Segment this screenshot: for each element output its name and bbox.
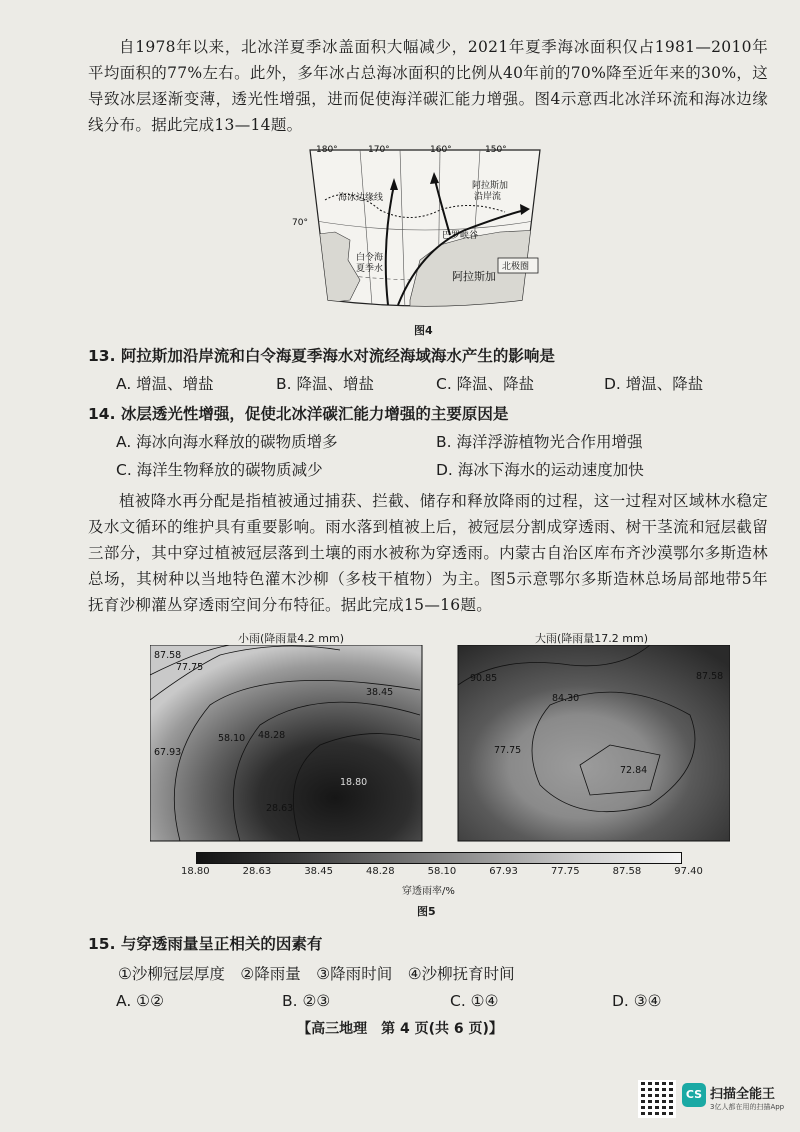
q14-option-d: D. 海冰下海水的运动速度加快 <box>436 461 644 479</box>
q15-option-c: C. ①④ <box>450 992 499 1010</box>
left-contour-label: 67.93 <box>154 747 182 758</box>
figure-4-map <box>290 140 560 320</box>
figure-5-contour-labels <box>150 645 730 845</box>
left-contour-label: 38.45 <box>366 687 394 698</box>
colorbar-tick: 97.40 <box>674 866 703 877</box>
intro-passage-2: 植被降水再分配是指植被通过捕获、拦截、储存和释放降雨的过程，这一过程对区域林水稳定及水文循环的维护具有重要影响。雨水落到植被上后，被冠层分割成穿透雨、树干茎流和冠层截留三部分，其中穿过植被冠层落到土壤的雨水被称为穿透雨。内蒙古自治区库布齐沙漠鄂尔多斯造林总场，其树种以当地特色灌木沙柳（多枝干植物）为主。图5示意鄂尔多斯造林总场局部地带5年抚育沙柳灌丛穿透雨空间分布特征。据此完成15—16题。 <box>88 492 768 614</box>
barrow-canyon-label: 巴罗峡谷 <box>442 231 479 241</box>
figure-4-caption: 图4 <box>414 324 433 337</box>
page-footer: 【高三地理 第 4 页(共 6 页)】 <box>297 1021 503 1037</box>
left-contour-label: 58.10 <box>218 733 246 744</box>
colorbar-tick: 77.75 <box>550 866 580 877</box>
left-contour-label: 48.28 <box>258 730 286 741</box>
q13-option-d: D. 增温、降盐 <box>604 375 704 393</box>
left-contour-label: 87.58 <box>154 650 182 661</box>
lon-label-180: 180° <box>316 145 338 155</box>
colorbar <box>196 852 682 864</box>
colorbar-tick: 28.63 <box>242 866 272 877</box>
right-contour-label: 77.75 <box>494 745 522 756</box>
lon-label-150: 150° <box>485 145 507 155</box>
left-contour-label: 18.80 <box>340 777 368 788</box>
q15-option-b: B. ②③ <box>282 992 331 1010</box>
question-13-stem: 13. 阿拉斯加沿岸流和白令海夏季海水对流经海域海水产生的影响是 <box>88 347 555 365</box>
right-contour-label: 90.85 <box>470 673 498 684</box>
question-15-stem: 15. 与穿透雨量呈正相关的因素有 <box>88 935 323 953</box>
q13-option-c: C. 降温、降盐 <box>436 375 535 393</box>
colorbar-tick: 48.28 <box>365 866 395 877</box>
camscanner-logo: CS <box>682 1083 706 1107</box>
arctic-circle-label: 北极圈 <box>502 262 530 272</box>
q14-option-b: B. 海洋浮游植物光合作用增强 <box>436 433 643 451</box>
right-contour-label: 72.84 <box>620 765 648 776</box>
lat-label-70: 70° <box>292 218 308 228</box>
colorbar-tick: 18.80 <box>181 866 210 877</box>
q15-option-a: A. ①② <box>116 992 164 1010</box>
q15-option-d: D. ③④ <box>612 992 662 1010</box>
q14-option-a: A. 海冰向海水释放的碳物质增多 <box>116 433 338 451</box>
colorbar-label: 穿透雨率/% <box>402 886 455 897</box>
right-contour-label: 87.58 <box>696 671 724 682</box>
left-contour-label: 28.63 <box>266 803 294 814</box>
lon-label-170: 170° <box>368 145 390 155</box>
figure-5-caption: 图5 <box>417 905 436 918</box>
colorbar-tick: 58.10 <box>427 866 457 877</box>
right-chart-title: 大雨(降雨量17.2 mm) <box>535 632 649 645</box>
bering-label-1: 白令海 <box>356 253 384 263</box>
intro-passage-1: 自1978年以来，北冰洋夏季冰盖面积大幅减少，2021年夏季海冰面积仅占1981—2010年平均面积的77%左右。此外，多年冰占总海冰面积的比例从40年前的70%降至近年来的30%，这导致冰层逐渐变薄，透光性增强，进而促使海洋碳汇能力增强。图4示意西北冰洋环流和海冰边缘线分布。据此完成13—14题。 <box>88 38 768 134</box>
colorbar-tick: 38.45 <box>304 866 333 877</box>
colorbar-ticks <box>181 866 703 877</box>
qr-code-icon <box>638 1080 676 1118</box>
q13-option-a: A. 增温、增盐 <box>116 375 214 393</box>
q15-factors: ①沙柳冠层厚度 ②降雨量 ③降雨时间 ④沙柳抚育时间 <box>118 965 515 983</box>
ice-edge-label: 海冰边缘线 <box>338 193 384 203</box>
question-14-stem: 14. 冰层透光性增强，促使北冰洋碳汇能力增强的主要原因是 <box>88 405 509 423</box>
right-contour-label: 84.30 <box>552 693 580 704</box>
bering-label-2: 夏季水 <box>356 264 384 274</box>
q14-option-c: C. 海洋生物释放的碳物质减少 <box>116 461 323 479</box>
alaska-label: 阿拉斯加 <box>452 270 496 283</box>
lon-label-160: 160° <box>430 145 452 155</box>
scanner-tagline: 3亿人都在用的扫描App <box>710 1103 785 1111</box>
colorbar-tick: 87.58 <box>612 866 642 877</box>
alaska-current-label-1: 阿拉斯加 <box>472 181 509 191</box>
left-chart-title: 小雨(降雨量4.2 mm) <box>238 632 345 645</box>
alaska-current-label-2: 沿岸流 <box>474 192 502 202</box>
q13-option-b: B. 降温、增盐 <box>276 375 374 393</box>
scanner-app-name: 扫描全能王 <box>710 1087 776 1102</box>
scanner-watermark <box>638 1080 788 1120</box>
left-contour-label: 77.75 <box>176 662 204 673</box>
colorbar-tick: 67.93 <box>489 866 518 877</box>
